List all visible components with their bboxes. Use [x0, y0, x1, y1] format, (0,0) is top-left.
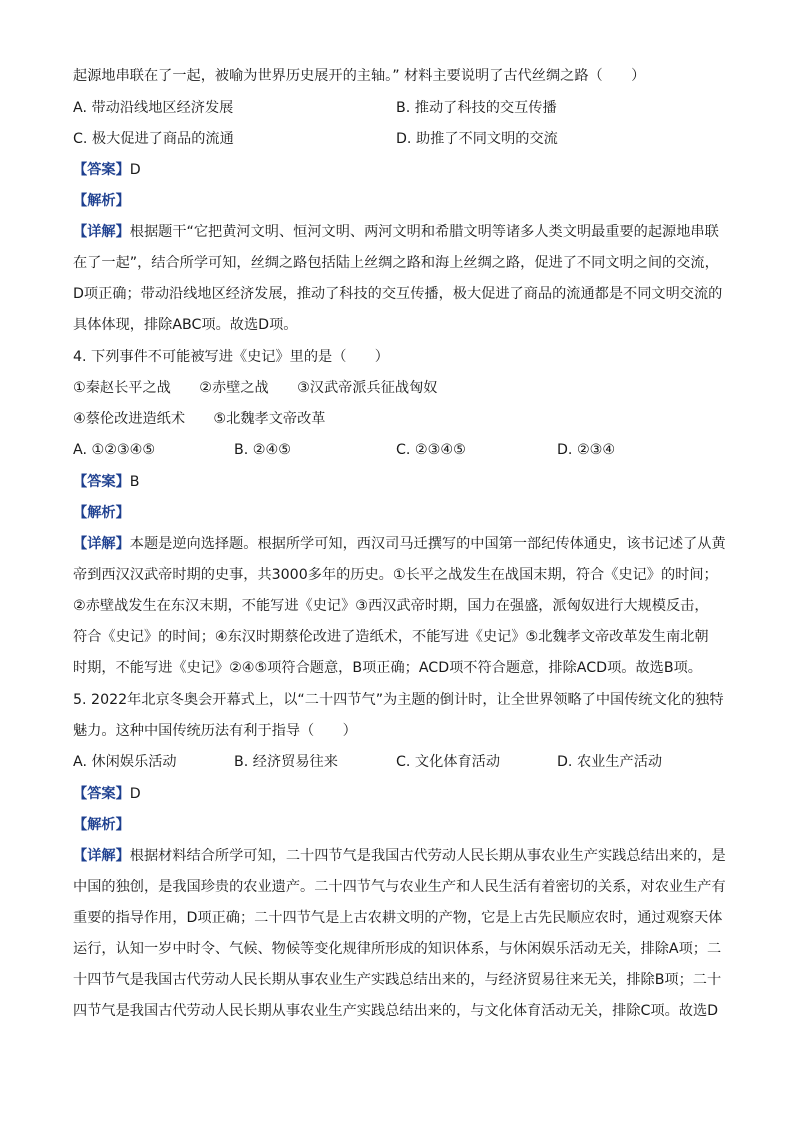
q5-detail-line: 中国的独创，是我国珍贵的农业遗产。二十四节气与农业生产和人民生活有着密切的关系，对农业生产有	[73, 879, 726, 895]
q3-answer	[73, 160, 733, 180]
analysis-tag: 【解析】	[73, 193, 130, 209]
q5-option-b: B. 经济贸易往来	[234, 754, 338, 770]
detail-tag: 【详解】	[73, 536, 130, 552]
q5-stem-line: 5. 2022年北京冬奥会开幕式上，以“二十四节气”为主题的倒计时，让全世界领略了中国传统文化的独特	[73, 692, 724, 708]
q4-option-b: B. ②④⑤	[234, 442, 291, 458]
q3-detail-line: D项正确；带动沿线地区经济发展，推动了科技的交互传播，极大促进了商品的流通都是不同文明交流的	[73, 286, 723, 302]
q4-stem: 4. 下列事件不可能被写进《史记》里的是（ ）	[73, 349, 389, 365]
q5-option-d: D. 农业生产活动	[557, 754, 663, 770]
q3-option-b: B. 推动了科技的交互传播	[396, 100, 557, 116]
q4-option-c: C. ②③④⑤	[396, 442, 466, 458]
detail-text: 本题是逆向选择题。根据所学可知，西汉司马迁撰写的中国第一部纪传体通史，该书记述了从黄	[129, 536, 726, 552]
detail-text: 根据题干“它把黄河文明、恒河文明、两河文明和希腊文明等诸多人类文明最重要的起源地串联	[129, 224, 719, 240]
answer-tag: 【答案】	[73, 786, 130, 802]
q3-stem-tail: 起源地串联在了一起，被喻为世界历史展开的主轴。” 材料主要说明了古代丝绸之路（ ）	[73, 68, 646, 84]
q5-stem-line: 魅力。这种中国传统历法有利于指导（ ）	[73, 723, 357, 739]
answer-value: D	[129, 786, 141, 802]
q5-detail-line	[73, 846, 733, 866]
q3-detail-line: 在了一起”，结合所学可知，丝绸之路包括陆上丝绸之路和海上丝绸之路，促进了不同文明之间的交流，	[73, 255, 719, 271]
answer-value: D	[129, 162, 141, 178]
q4-option-d: D. ②③④	[557, 442, 616, 458]
answer-tag: 【答案】	[73, 474, 130, 490]
detail-text: 根据材料结合所学可知，二十四节气是我国古代劳动人民长期从事农业生产实践总结出来的，是	[129, 848, 726, 864]
answer-value: B	[129, 474, 140, 490]
q4-detail-line: 帝到西汉汉武帝时期的史事，共3000多年的历史。①长平之战发生在战国末期，符合《史记》的时间；	[73, 567, 718, 583]
detail-tag: 【详解】	[73, 224, 130, 240]
q4-analysis-heading	[73, 503, 733, 523]
q4-detail-line	[73, 534, 733, 554]
q3-option-a: A. 带动沿线地区经济发展	[73, 100, 234, 116]
analysis-tag: 【解析】	[73, 505, 130, 521]
q4-events-line: ①秦赵长平之战 ②赤壁之战 ③汉武帝派兵征战匈奴	[73, 380, 438, 396]
answer-tag: 【答案】	[73, 162, 130, 178]
detail-tag: 【详解】	[73, 848, 130, 864]
q5-detail-line: 运行，认知一岁中时令、气候、物候等变化规律所形成的知识体系，与休闲娱乐活动无关，排除A项；二	[73, 941, 722, 957]
q5-detail-line: 重要的指导作用，D项正确；二十四节气是上古农耕文明的产物，它是上古先民顺应农时，通过观察天体	[73, 910, 723, 926]
q5-detail-line: 四节气是我国古代劳动人民长期从事农业生产实践总结出来的，与文化体育活动无关，排除C项。故选D	[73, 1003, 719, 1019]
q3-detail-line	[73, 222, 733, 242]
q3-option-d: D. 助推了不同文明的交流	[396, 131, 558, 147]
q4-option-a: A. ①②③④⑤	[73, 442, 156, 458]
q5-option-a: A. 休闲娱乐活动	[73, 754, 177, 770]
q5-analysis-heading	[73, 815, 733, 835]
q4-answer	[73, 472, 733, 492]
q4-detail-line: 时期，不能写进《史记》②④⑤项符合题意，B项正确；ACD项不符合题意，排除ACD项。故选B项。	[73, 660, 702, 676]
q5-detail-line: 十四节气是我国古代劳动人民长期从事农业生产实践总结出来的，与经济贸易往来无关，排除B项；二十	[73, 972, 722, 988]
q5-answer	[73, 784, 733, 804]
q4-detail-line: ②赤壁战发生在东汉末期，不能写进《史记》③西汉武帝时期，国力在强盛，派匈奴进行大规模反击，	[73, 598, 709, 614]
q4-detail-line: 符合《史记》的时间；④东汉时期蔡伦改进了造纸术，不能写进《史记》⑤北魏孝文帝改革发生南北朝	[73, 629, 709, 645]
q4-events-line: ④蔡伦改进造纸术 ⑤北魏孝文帝改革	[73, 411, 326, 427]
q5-option-c: C. 文化体育活动	[396, 754, 501, 770]
analysis-tag: 【解析】	[73, 817, 130, 833]
q3-detail-line: 具体体现，排除ABC项。故选D项。	[73, 317, 298, 333]
q3-option-c: C. 极大促进了商品的流通	[73, 131, 234, 147]
q3-analysis-heading	[73, 191, 733, 211]
